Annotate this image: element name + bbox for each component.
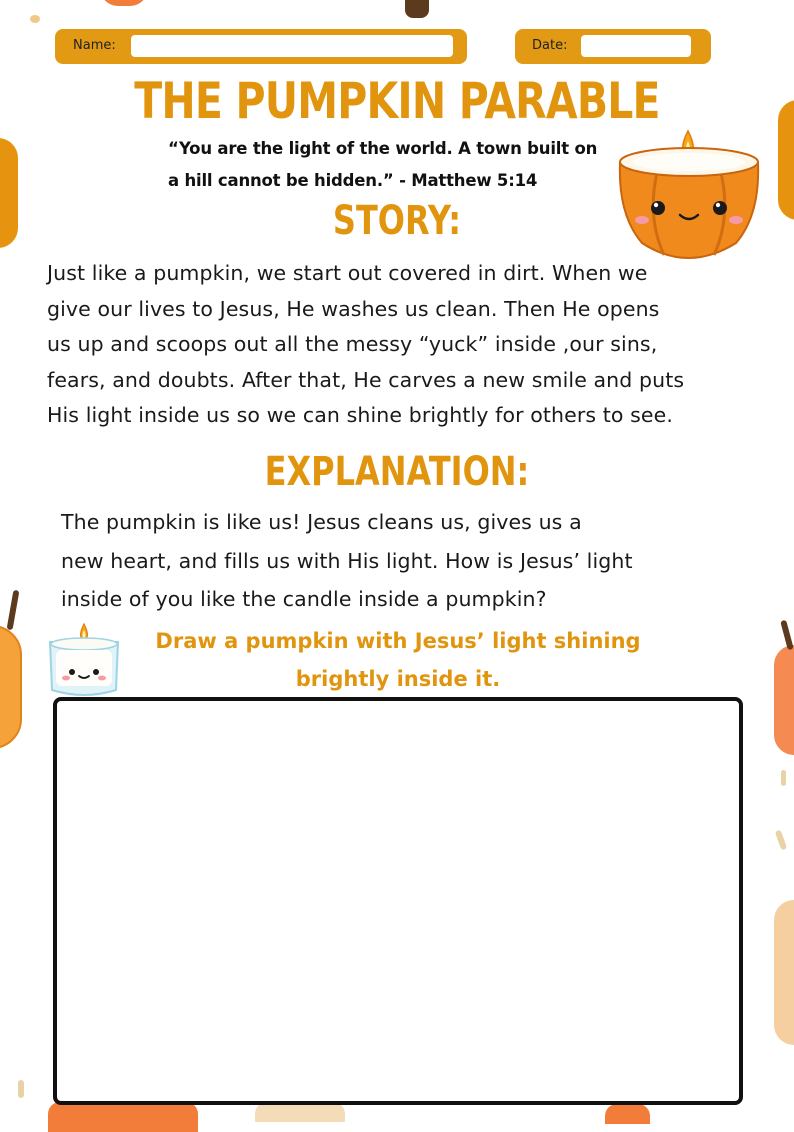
name-field[interactable]: [131, 35, 453, 57]
explanation-line: new heart, and fills us with His light. How is Jesus’ light: [61, 548, 633, 573]
pumpkin-stem-right-decoration: [780, 620, 794, 651]
story-heading: STORY:: [332, 198, 462, 244]
explanation-line: The pumpkin is like us! Jesus cleans us, gives us a: [61, 510, 582, 534]
name-bar: [55, 29, 467, 64]
verse-line: “You are the light of the world. A town built on: [168, 139, 598, 158]
pumpkin-decoration-left: [0, 138, 18, 248]
activity-line: brightly inside it.: [295, 667, 501, 691]
pumpkin-decoration-right-low: [774, 645, 794, 755]
story-line: His light inside us so we can shine brightly for others to see.: [47, 403, 673, 427]
page-title: THE PUMPKIN PARABLE: [134, 72, 660, 130]
seed-decoration: [775, 830, 787, 851]
story-text: [47, 256, 767, 434]
verse-line: a hill cannot be hidden.” - Matthew 5:14: [168, 171, 538, 190]
pumpkin-stem-left-decoration: [7, 590, 20, 630]
activity-line: Draw a pumpkin with Jesus’ light shining: [155, 629, 641, 653]
pumpkin-decoration-right: [778, 100, 794, 220]
story-line: give our lives to Jesus, He washes us clean. Then He opens: [47, 296, 660, 321]
activity-instructions: [118, 622, 678, 698]
pumpkin-decoration-bottom-right: [605, 1104, 650, 1124]
explanation-line: inside of you like the candle inside a pumpkin?: [61, 587, 547, 611]
pumpkin-decoration-bottom: [48, 1102, 198, 1132]
date-field[interactable]: [581, 35, 691, 57]
pumpkin-decoration-left-low: [0, 625, 22, 749]
name-label: Name:: [73, 38, 116, 53]
explanation-text: [61, 503, 751, 619]
cream-pumpkin-decoration-bottom: [255, 1102, 345, 1122]
drawing-area[interactable]: [53, 697, 743, 1105]
cream-pumpkin-decoration-right: [774, 900, 794, 1045]
leaf-decoration: [30, 15, 40, 23]
explanation-heading: EXPLANATION:: [264, 449, 530, 495]
bible-verse: [168, 133, 638, 197]
jar-candle-icon: [44, 620, 124, 700]
date-label: Date:: [532, 38, 568, 53]
pumpkin-candle-icon: [612, 115, 768, 267]
seed-decoration: [18, 1080, 24, 1098]
story-line: fears, and doubts. After that, He carves a new smile and puts: [47, 367, 685, 392]
seed-decoration: [781, 770, 786, 786]
story-line: Just like a pumpkin, we start out covered in dirt. When we: [47, 261, 648, 285]
date-bar: [515, 29, 711, 64]
pumpkin-stem-decoration: [405, 0, 429, 18]
pumpkin-decoration-top-left: [100, 0, 148, 6]
story-line: us up and scoops out all the messy “yuck” inside ,our sins,: [47, 332, 658, 356]
